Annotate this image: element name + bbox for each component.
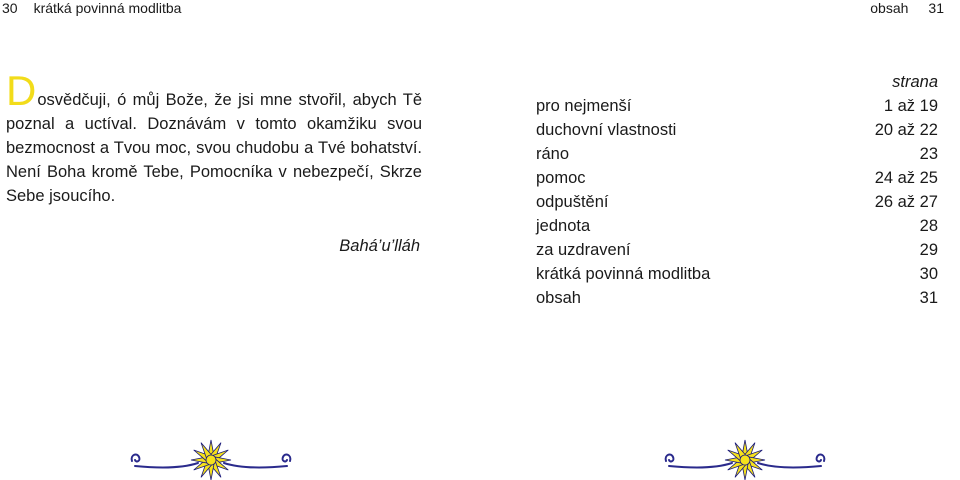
toc-row[interactable]	[536, 142, 938, 166]
toc-entry-label: pro nejmenší	[536, 97, 632, 115]
toc-entry-pages: 24 až 25	[874, 169, 938, 187]
left-page-running-title: krátká povinná modlitba	[33, 0, 182, 16]
toc-row[interactable]	[536, 94, 938, 118]
table-of-contents	[536, 70, 938, 310]
toc-entry-pages: 31	[919, 289, 938, 307]
toc-column-header: strana	[892, 73, 938, 91]
toc-row[interactable]	[536, 214, 938, 238]
toc-entry-label: za uzdravení	[536, 241, 631, 259]
drop-cap: D	[6, 67, 37, 114]
prayer-body: osvědčuji, ó můj Bože, že jsi mne stvořil, abych Tě poznal a uctíval. Doznávám v tomto okamžiku svou bezmocnost a Tvou moc, svou chudobu a Tvé bohatství. Není Boha kromě Tebe, Pomocníka v nebezpečí, Skrze Sebe jsoucího.	[6, 91, 422, 205]
right-page	[480, 0, 960, 480]
toc-row[interactable]	[536, 166, 938, 190]
toc-entry-pages: 1 až 19	[883, 97, 938, 115]
toc-entry-label: obsah	[536, 289, 581, 307]
toc-entry-pages: 23	[919, 145, 938, 163]
left-page-number: 30	[2, 0, 18, 16]
toc-entry-pages: 20 až 22	[874, 121, 938, 139]
toc-row[interactable]	[536, 286, 938, 310]
toc-row[interactable]	[536, 238, 938, 262]
flower-scroll-ornament-icon	[126, 436, 296, 480]
toc-entry-label: krátká povinná modlitba	[536, 265, 711, 283]
prayer-author: Bahá’u’lláh	[339, 237, 420, 255]
right-page-number: 31	[928, 0, 944, 16]
prayer-text	[6, 67, 422, 208]
right-page-header	[870, 0, 944, 16]
toc-entry-pages: 30	[919, 265, 938, 283]
toc-entry-label: odpuštění	[536, 193, 609, 211]
toc-entry-label: jednota	[536, 217, 591, 235]
toc-row[interactable]	[536, 190, 938, 214]
toc-row[interactable]	[536, 262, 938, 286]
toc-entry-label: duchovní vlastnosti	[536, 121, 677, 139]
toc-entry-label: pomoc	[536, 169, 586, 187]
right-page-running-title: obsah	[870, 0, 909, 16]
flower-scroll-ornament-icon	[660, 436, 830, 480]
toc-entry-pages: 28	[919, 217, 938, 235]
toc-entry-pages: 26 až 27	[874, 193, 938, 211]
left-page-header	[2, 0, 181, 16]
toc-entry-label: ráno	[536, 145, 570, 163]
toc-row[interactable]	[536, 118, 938, 142]
toc-entry-pages: 29	[919, 241, 938, 259]
